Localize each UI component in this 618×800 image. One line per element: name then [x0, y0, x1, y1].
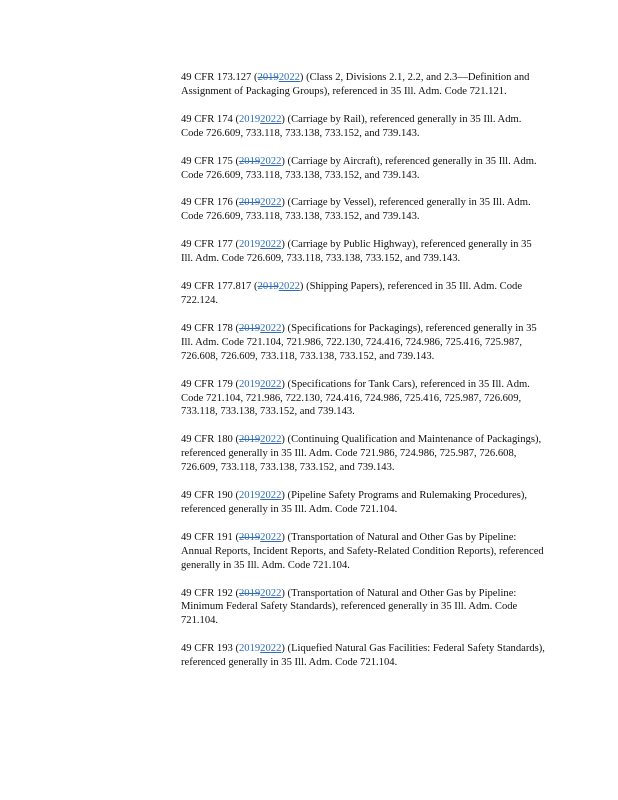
entry-prefix: 49 CFR 173.127 (: [181, 72, 258, 83]
entry-prefix: 49 CFR 177.817 (: [181, 281, 258, 293]
deleted-year: 2019: [238, 378, 261, 390]
deleted-year: 2019: [238, 197, 261, 209]
entry-prefix: 49 CFR 175 (: [181, 155, 239, 167]
entry-prefix: 49 CFR 174 (: [181, 113, 239, 125]
reference-entry: [181, 433, 546, 475]
deleted-year: 2019: [238, 531, 261, 543]
entry-prefix: 49 CFR 176 (: [181, 197, 239, 209]
inserted-year: 2022: [260, 197, 282, 209]
entry-prefix: 49 CFR 191 (: [181, 531, 239, 543]
entry-text: ) (Specifications for Packagings), referenced generally in 35 Ill. Adm. Code 721.104, 721.986, 722.130, 724.416, 724.986, 725.416, 725.987, 726.608, 726.609, 733.118, 733.138, 733.152, and 739.143.: [181, 322, 537, 362]
deleted-year: 2019: [238, 643, 261, 655]
entry-prefix: 49 CFR 192 (: [181, 587, 239, 599]
reference-entry: [181, 280, 546, 308]
reference-entry: [181, 322, 546, 364]
inserted-year: 2022: [260, 643, 282, 655]
inserted-year: 2022: [278, 281, 300, 293]
inserted-year: 2022: [260, 587, 282, 599]
reference-entry: [181, 113, 546, 141]
entry-text: ) (Liquefied Natural Gas Facilities: Federal Safety Standards), referenced generally in 35 Ill. Adm. Code 721.104.: [181, 643, 545, 669]
reference-entry: [181, 489, 546, 517]
entry-text: ) (Pipeline Safety Programs and Rulemaking Procedures), referenced generally in 35 Ill. Adm. Code 721.104.: [181, 490, 528, 515]
inserted-year: 2022: [260, 434, 282, 446]
reference-entry: [181, 155, 546, 183]
deleted-year: 2019: [238, 113, 261, 125]
deleted-year: 2019: [238, 155, 261, 167]
inserted-year: 2022: [278, 72, 300, 83]
entry-text: ) (Shipping Papers), referenced in 35 Ill. Adm. Code 722.124.: [181, 281, 523, 306]
entry-prefix: 49 CFR 190 (: [181, 490, 239, 502]
entry-text: ) (Specifications for Tank Cars), referenced in 35 Ill. Adm. Code 721.104, 721.986, 722.130, 724.416, 724.986, 725.416, 725.987, 726.609, 733.118, 733.138, 733.152, and 739.143.: [181, 378, 530, 418]
reference-list: [181, 71, 546, 684]
entry-prefix: 49 CFR 193 (: [181, 643, 239, 655]
entry-text: ) (Transportation of Natural and Other Gas by Pipeline: Annual Reports, Incident Reports, and Safety-Related Condition Reports), referenced generally in 35 Ill. Adm. Code 721.104.: [181, 531, 544, 571]
deleted-year: 2019: [257, 281, 279, 293]
deleted-year: 2019: [238, 239, 261, 251]
entry-text: ) (Continuing Qualification and Maintenance of Packagings), referenced generally in 35 Ill. Adm. Code 721.986, 724.986, 725.987, 726.608, 726.609, 733.118, 733.138, 733.152, and 739.143.: [181, 434, 542, 474]
entry-text: ) (Carriage by Public Highway), referenced generally in 35 Ill. Adm. Code 726.609, 733.118, 733.138, 733.152, and 739.143.: [181, 239, 532, 265]
reference-entry: [181, 642, 546, 670]
deleted-year: 2019: [238, 587, 261, 599]
entry-prefix: 49 CFR 180 (: [181, 434, 239, 446]
reference-entry: [181, 196, 546, 224]
deleted-year: 2019: [238, 490, 261, 502]
entry-prefix: 49 CFR 179 (: [181, 378, 239, 390]
inserted-year: 2022: [260, 490, 282, 502]
reference-entry: [181, 378, 546, 420]
entry-text: ) (Class 2, Divisions 2.1, 2.2, and 2.3—Definition and Assignment of Packaging Groups), referenced in 35 Ill. Adm. Code 721.121.: [181, 72, 530, 97]
entry-text: ) (Transportation of Natural and Other Gas by Pipeline: Minimum Federal Safety Standards), referenced generally in 35 Ill. Adm. Code 721.104.: [181, 587, 518, 627]
inserted-year: 2022: [260, 239, 282, 251]
inserted-year: 2022: [260, 378, 282, 390]
inserted-year: 2022: [260, 531, 282, 543]
entry-text: ) (Carriage by Aircraft), referenced generally in 35 Ill. Adm. Code 726.609, 733.118, 733.138, 733.152, and 739.143.: [181, 155, 537, 181]
entry-prefix: 49 CFR 178 (: [181, 322, 239, 334]
inserted-year: 2022: [260, 322, 282, 334]
deleted-year: 2019: [257, 72, 279, 83]
entry-text: ) (Carriage by Rail), referenced generally in 35 Ill. Adm. Code 726.609, 733.118, 733.138, 733.152, and 739.143.: [181, 113, 522, 139]
entry-text: ) (Carriage by Vessel), referenced generally in 35 Ill. Adm. Code 726.609, 733.118, 733.138, 733.152, and 739.143.: [181, 197, 531, 223]
entry-prefix: 49 CFR 177 (: [181, 239, 239, 251]
deleted-year: 2019: [238, 322, 261, 334]
deleted-year: 2019: [238, 434, 261, 446]
inserted-year: 2022: [260, 113, 282, 125]
reference-entry: [181, 71, 546, 99]
reference-entry: [181, 587, 546, 629]
reference-entry: [181, 238, 546, 266]
inserted-year: 2022: [260, 155, 282, 167]
reference-entry: [181, 531, 546, 573]
